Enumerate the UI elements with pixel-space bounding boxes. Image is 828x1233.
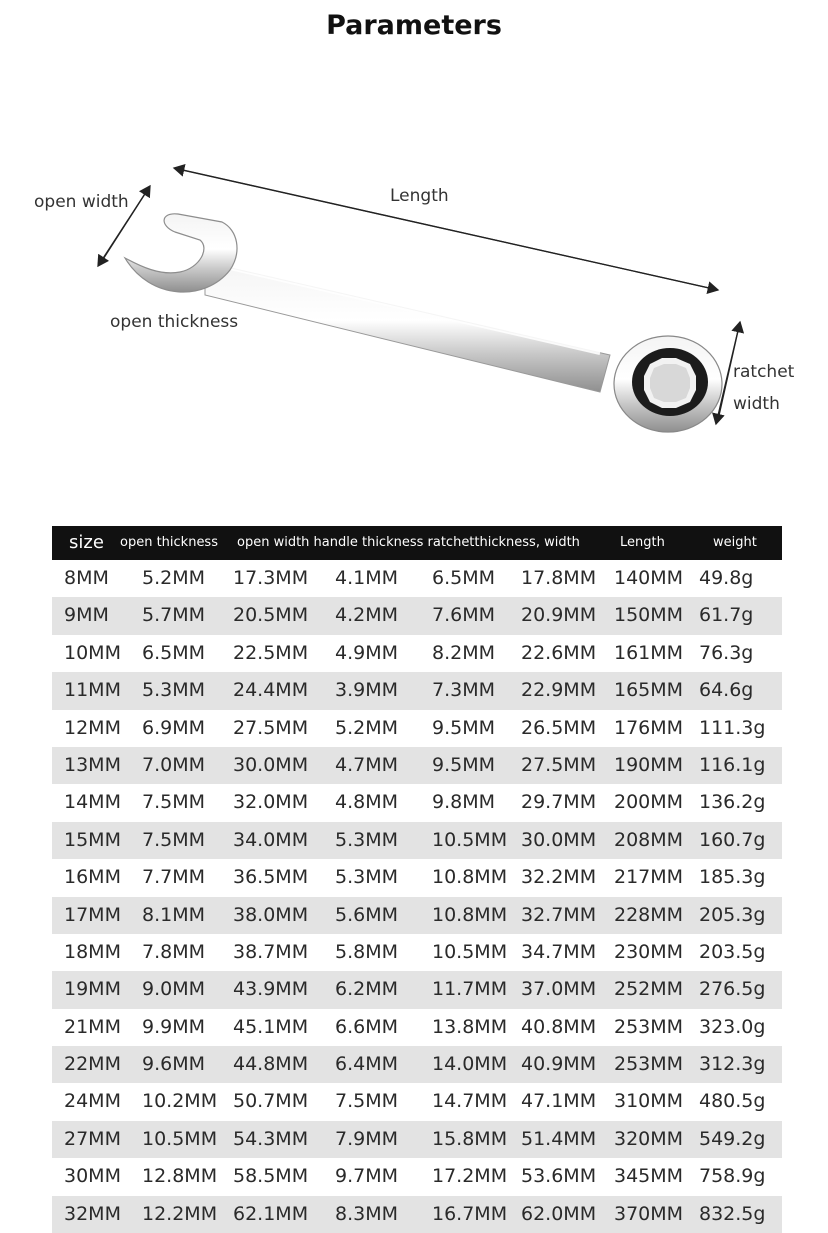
cell-handle-thickness: 6.4MM — [335, 1053, 399, 1076]
cell-open-thickness: 5.7MM — [142, 604, 206, 627]
cell-ratchet-width: 47.1MM — [521, 1090, 597, 1113]
cell-weight: 758.9g — [699, 1165, 766, 1188]
table-row — [52, 934, 782, 971]
cell-size: 9MM — [64, 604, 109, 627]
cell-size: 16MM — [64, 866, 121, 889]
cell-open-thickness: 7.7MM — [142, 866, 206, 889]
cell-weight: 64.6g — [699, 679, 754, 702]
cell-ratchet-thickness: 7.6MM — [432, 604, 496, 627]
cell-ratchet-thickness: 10.8MM — [432, 866, 508, 889]
cell-handle-thickness: 4.9MM — [335, 641, 399, 664]
cell-open-thickness: 12.2MM — [142, 1202, 218, 1225]
cell-weight: 76.3g — [699, 641, 754, 664]
cell-open-thickness: 10.5MM — [142, 1127, 218, 1150]
cell-open-thickness: 6.9MM — [142, 716, 206, 739]
cell-length: 161MM — [614, 641, 684, 664]
cell-open-width: 43.9MM — [233, 978, 309, 1001]
cell-weight: 276.5g — [699, 978, 766, 1001]
cell-ratchet-width: 34.7MM — [521, 940, 597, 963]
cell-ratchet-width: 51.4MM — [521, 1127, 597, 1150]
cell-open-thickness: 7.5MM — [142, 791, 206, 814]
cell-ratchet-thickness: 10.5MM — [432, 940, 508, 963]
cell-open-thickness: 8.1MM — [142, 903, 206, 926]
cell-size: 14MM — [64, 791, 121, 814]
cell-weight: 203.5g — [699, 940, 766, 963]
cell-size: 17MM — [64, 903, 121, 926]
table-header — [52, 526, 782, 560]
cell-ratchet-width: 32.7MM — [521, 903, 597, 926]
cell-open-thickness: 7.0MM — [142, 753, 206, 776]
cell-open-thickness: 5.3MM — [142, 679, 206, 702]
cell-ratchet-width: 26.5MM — [521, 716, 597, 739]
cell-ratchet-width: 40.8MM — [521, 1015, 597, 1038]
table-row — [52, 1121, 782, 1158]
cell-open-thickness: 9.0MM — [142, 978, 206, 1001]
cell-open-thickness: 9.9MM — [142, 1015, 206, 1038]
cell-open-width: 17.3MM — [233, 567, 309, 589]
cell-length: 140MM — [614, 567, 684, 589]
cell-length: 253MM — [614, 1015, 684, 1038]
cell-length: 208MM — [614, 828, 684, 851]
cell-ratchet-thickness: 10.8MM — [432, 903, 508, 926]
cell-open-thickness: 7.8MM — [142, 940, 206, 963]
header-size: size — [69, 532, 104, 553]
cell-weight: 549.2g — [699, 1127, 766, 1150]
table-row — [52, 1046, 782, 1083]
cell-open-width: 36.5MM — [233, 866, 309, 889]
cell-size: 12MM — [64, 716, 121, 739]
cell-handle-thickness: 7.5MM — [335, 1090, 399, 1113]
cell-length: 370MM — [614, 1202, 684, 1225]
cell-handle-thickness: 5.8MM — [335, 940, 399, 963]
open-width-label: open width — [34, 192, 129, 212]
table-row — [52, 897, 782, 934]
cell-handle-thickness: 6.2MM — [335, 978, 399, 1001]
cell-handle-thickness: 5.6MM — [335, 903, 399, 926]
cell-weight: 312.3g — [699, 1053, 766, 1076]
cell-ratchet-thickness: 17.2MM — [432, 1165, 508, 1188]
cell-handle-thickness: 4.1MM — [335, 567, 399, 589]
cell-ratchet-width: 53.6MM — [521, 1165, 597, 1188]
table-row — [52, 1009, 782, 1046]
header-open-thickness: open thickness — [120, 535, 218, 550]
table-row — [52, 1158, 782, 1195]
cell-ratchet-thickness: 15.8MM — [432, 1127, 508, 1150]
cell-weight: 323.0g — [699, 1015, 766, 1038]
cell-handle-thickness: 4.2MM — [335, 604, 399, 627]
cell-ratchet-width: 22.9MM — [521, 679, 597, 702]
ratchet-width-label-line2: width — [733, 394, 780, 414]
cell-open-width: 22.5MM — [233, 641, 309, 664]
cell-length: 310MM — [614, 1090, 684, 1113]
cell-ratchet-thickness: 16.7MM — [432, 1202, 508, 1225]
cell-ratchet-thickness: 11.7MM — [432, 978, 508, 1001]
table-body — [52, 560, 782, 1233]
cell-weight: 160.7g — [699, 828, 766, 851]
cell-ratchet-width: 17.8MM — [521, 567, 597, 589]
cell-weight: 185.3g — [699, 866, 766, 889]
wrench-diagram — [0, 140, 828, 460]
cell-open-width: 24.4MM — [233, 679, 309, 702]
cell-open-width: 58.5MM — [233, 1165, 309, 1188]
cell-open-width: 38.0MM — [233, 903, 309, 926]
cell-ratchet-width: 20.9MM — [521, 604, 597, 627]
cell-length: 150MM — [614, 604, 684, 627]
cell-weight: 480.5g — [699, 1090, 766, 1113]
cell-weight: 61.7g — [699, 604, 754, 627]
cell-handle-thickness: 4.7MM — [335, 753, 399, 776]
cell-open-thickness: 7.5MM — [142, 828, 206, 851]
cell-ratchet-thickness: 10.5MM — [432, 828, 508, 851]
cell-ratchet-thickness: 14.7MM — [432, 1090, 508, 1113]
cell-size: 21MM — [64, 1015, 121, 1038]
cell-length: 345MM — [614, 1165, 684, 1188]
header-length: Length — [620, 535, 665, 550]
cell-ratchet-width: 62.0MM — [521, 1202, 597, 1225]
cell-weight: 111.3g — [699, 716, 766, 739]
cell-size: 13MM — [64, 753, 121, 776]
cell-length: 252MM — [614, 978, 684, 1001]
cell-open-width: 62.1MM — [233, 1202, 309, 1225]
cell-length: 228MM — [614, 903, 684, 926]
cell-handle-thickness: 5.2MM — [335, 716, 399, 739]
cell-ratchet-thickness: 14.0MM — [432, 1053, 508, 1076]
cell-length: 253MM — [614, 1053, 684, 1076]
cell-handle-thickness: 5.3MM — [335, 866, 399, 889]
cell-size: 11MM — [64, 679, 121, 702]
cell-size: 8MM — [64, 567, 109, 589]
cell-ratchet-thickness: 9.5MM — [432, 716, 496, 739]
cell-ratchet-width: 40.9MM — [521, 1053, 597, 1076]
cell-open-thickness: 6.5MM — [142, 641, 206, 664]
table-row — [52, 971, 782, 1008]
table-row — [52, 1083, 782, 1120]
cell-open-width: 54.3MM — [233, 1127, 309, 1150]
cell-weight: 116.1g — [699, 753, 766, 776]
header-weight: weight — [713, 535, 757, 550]
cell-open-width: 27.5MM — [233, 716, 309, 739]
cell-ratchet-width: 27.5MM — [521, 753, 597, 776]
table-row — [52, 635, 782, 672]
cell-size: 30MM — [64, 1165, 121, 1188]
cell-ratchet-width: 32.2MM — [521, 866, 597, 889]
table-row — [52, 597, 782, 634]
cell-open-thickness: 10.2MM — [142, 1090, 218, 1113]
cell-size: 15MM — [64, 828, 121, 851]
cell-ratchet-thickness: 9.8MM — [432, 791, 496, 814]
cell-weight: 205.3g — [699, 903, 766, 926]
cell-ratchet-thickness: 6.5MM — [432, 567, 496, 589]
cell-size: 18MM — [64, 940, 121, 963]
cell-weight: 136.2g — [699, 791, 766, 814]
table-row — [52, 784, 782, 821]
cell-open-width: 32.0MM — [233, 791, 309, 814]
cell-open-width: 44.8MM — [233, 1053, 309, 1076]
table-row — [52, 822, 782, 859]
cell-open-thickness: 5.2MM — [142, 567, 206, 589]
cell-ratchet-thickness: 9.5MM — [432, 753, 496, 776]
cell-handle-thickness: 7.9MM — [335, 1127, 399, 1150]
cell-ratchet-width: 30.0MM — [521, 828, 597, 851]
page-title: Parameters — [326, 10, 502, 41]
cell-size: 22MM — [64, 1053, 121, 1076]
cell-handle-thickness: 8.3MM — [335, 1202, 399, 1225]
cell-open-width: 50.7MM — [233, 1090, 309, 1113]
open-thickness-label: open thickness — [110, 312, 239, 332]
cell-weight: 832.5g — [699, 1202, 766, 1225]
cell-ratchet-width: 37.0MM — [521, 978, 597, 1001]
cell-length: 320MM — [614, 1127, 684, 1150]
cell-length: 176MM — [614, 716, 684, 739]
cell-length: 230MM — [614, 940, 684, 963]
cell-ratchet-width: 22.6MM — [521, 641, 597, 664]
length-label: Length — [390, 186, 449, 206]
cell-handle-thickness: 6.6MM — [335, 1015, 399, 1038]
cell-ratchet-thickness: 13.8MM — [432, 1015, 508, 1038]
cell-open-width: 30.0MM — [233, 753, 309, 776]
table-row — [52, 672, 782, 709]
cell-size: 27MM — [64, 1127, 121, 1150]
cell-handle-thickness: 5.3MM — [335, 828, 399, 851]
cell-size: 32MM — [64, 1202, 121, 1225]
cell-ratchet-thickness: 7.3MM — [432, 679, 496, 702]
cell-length: 190MM — [614, 753, 684, 776]
cell-open-width: 45.1MM — [233, 1015, 309, 1038]
cell-size: 24MM — [64, 1090, 121, 1113]
header-group: open width handle thickness ratchetthickness, width — [237, 535, 580, 550]
cell-length: 165MM — [614, 679, 684, 702]
cell-length: 200MM — [614, 791, 684, 814]
cell-ratchet-thickness: 8.2MM — [432, 641, 496, 664]
cell-open-width: 20.5MM — [233, 604, 309, 627]
cell-length: 217MM — [614, 866, 684, 889]
cell-handle-thickness: 3.9MM — [335, 679, 399, 702]
table-row — [52, 710, 782, 747]
table-row — [52, 1196, 782, 1233]
cell-open-width: 38.7MM — [233, 940, 309, 963]
cell-handle-thickness: 9.7MM — [335, 1165, 399, 1188]
ratchet-width-label-line1: ratchet — [733, 362, 795, 382]
cell-size: 19MM — [64, 978, 121, 1001]
cell-handle-thickness: 4.8MM — [335, 791, 399, 814]
cell-open-width: 34.0MM — [233, 828, 309, 851]
cell-ratchet-width: 29.7MM — [521, 791, 597, 814]
table-row — [52, 859, 782, 896]
cell-size: 10MM — [64, 641, 121, 664]
parameters-table — [52, 526, 782, 1233]
cell-open-thickness: 12.8MM — [142, 1165, 218, 1188]
cell-weight: 49.8g — [699, 567, 754, 589]
table-row — [52, 560, 782, 597]
cell-open-thickness: 9.6MM — [142, 1053, 206, 1076]
table-row — [52, 747, 782, 784]
